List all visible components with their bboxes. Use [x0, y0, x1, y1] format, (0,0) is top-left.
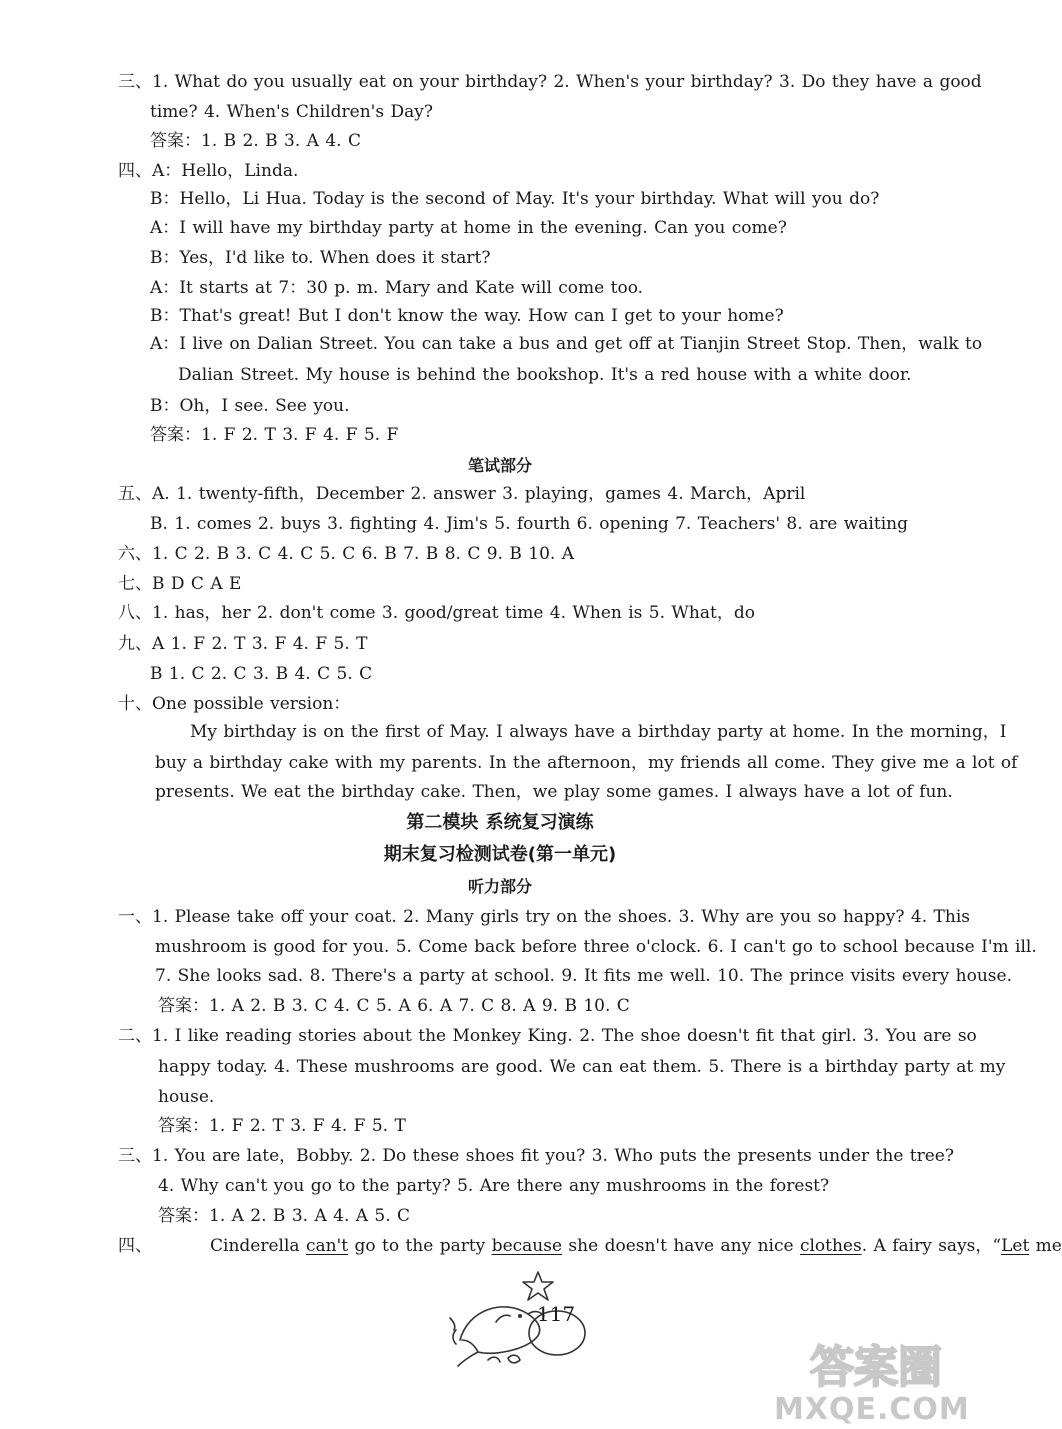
text-line: 十、One possible version：	[118, 694, 351, 714]
test-title: 期末复习检测试卷(第一单元)	[383, 844, 617, 865]
text-line: happy today. 4. These mushrooms are good. We can eat them. 5. There is a birthday party at my	[158, 1057, 1006, 1077]
answer-line: 答案：1. F 2. T 3. F 4. F 5. F	[150, 425, 399, 445]
dialogue-line: Dalian Street. My house is behind the bookshop. It's a red house with a white door.	[178, 365, 912, 385]
cloze-text: . A fairy says，“	[861, 1236, 1002, 1256]
cloze-text: she doesn't have any nice	[562, 1236, 800, 1256]
text-line: 4. Why can't you go to the party? 5. Are there any mushrooms in the forest?	[158, 1176, 830, 1196]
svg-text:答案圈: 答案圈	[810, 1342, 942, 1393]
answer-line: 答案：1. A 2. B 3. A 4. A 5. C	[158, 1206, 411, 1226]
answer-line: 答案：1. B 2. B 3. A 4. C	[150, 131, 361, 151]
section-heading-listening: 听力部分	[467, 877, 532, 896]
module-title: 第二模块 系统复习演练	[406, 812, 594, 833]
text-line: 七、B D C A E	[118, 574, 242, 594]
eye-icon	[518, 1314, 522, 1318]
underlined-word: because	[491, 1236, 563, 1256]
watermark-url: MXQE.COM	[774, 1392, 970, 1427]
dialogue-line: B：That's great! But I don't know the way. How can I get to your home?	[150, 306, 784, 326]
cloze-line	[118, 1234, 1062, 1258]
text-line: 八、1. has，her 2. don't come 3. good/great time 4. When is 5. What，do	[118, 603, 755, 623]
cloze-text: me	[1029, 1236, 1062, 1256]
text-line: 六、1. C 2. B 3. C 4. C 5. C 6. B 7. B 8. C 9. B 10. A	[118, 544, 574, 564]
section-heading-written: 笔试部分	[467, 456, 532, 475]
text-line: B 1. C 2. C 3. B 4. C 5. C	[150, 664, 373, 684]
dialogue-line: B：Oh，I see. See you.	[150, 396, 350, 416]
text-line: 7. She looks sad. 8. There's a party at school. 9. It fits me well. 10. The prince visits every house.	[155, 966, 1012, 986]
cloze-text: go to the party	[348, 1236, 492, 1256]
text-line: time? 4. When's Children's Day?	[150, 102, 433, 122]
section-marker: 四、	[118, 1236, 152, 1256]
text-line: 四、A：Hello，Linda.	[118, 161, 299, 181]
answer-line: 答案：1. A 2. B 3. C 4. C 5. A 6. A 7. C 8. A 9. B 10. C	[158, 996, 630, 1016]
cloze-text: Cinderella	[210, 1236, 306, 1256]
text-line: 三、1. You are late，Bobby. 2. Do these shoes fit you? 3. Who puts the presents under the tree?	[118, 1146, 954, 1166]
dialogue-line: A：I live on Dalian Street. You can take a bus and get off at Tianjin Street Stop. Then，walk to	[150, 334, 983, 354]
text-line: house.	[158, 1087, 215, 1107]
page-number: 117	[536, 1302, 576, 1326]
text-line: mushroom is good for you. 5. Come back before three o'clock. 6. I can't go to school because I'm ill.	[155, 937, 1037, 957]
dialogue-line: B：Yes，I'd like to. When does it start?	[150, 248, 491, 268]
underlined-word: Let	[1001, 1236, 1030, 1256]
text-line: 二、1. I like reading stories about the Monkey King. 2. The shoe doesn't fit that girl. 3. You are so	[118, 1026, 977, 1046]
answer-line: 答案：1. F 2. T 3. F 4. F 5. T	[158, 1116, 406, 1136]
star-icon	[523, 1272, 553, 1300]
essay-line: buy a birthday cake with my parents. In the afternoon，my friends all come. They give me a lot of	[155, 753, 1018, 773]
text-line: 三、1. What do you usually eat on your birthday? 2. When's your birthday? 3. Do they have a good	[118, 72, 982, 92]
text-line: 五、A. 1. twenty-fifth，December 2. answer 3. playing，games 4. March，April	[118, 484, 806, 504]
dialogue-line: A：I will have my birthday party at home in the evening. Can you come?	[150, 218, 787, 238]
dialogue-line: B：Hello，Li Hua. Today is the second of May. It's your birthday. What will you do?	[150, 189, 880, 209]
dialogue-line: A：It starts at 7：30 p. m. Mary and Kate will come too.	[150, 278, 644, 298]
underlined-word: clothes	[799, 1236, 862, 1256]
essay-line: presents. We eat the birthday cake. Then，we play some games. I always have a lot of fun.	[155, 782, 953, 802]
text-line: 一、1. Please take off your coat. 2. Many girls try on the shoes. 3. Why are you so happy? 4. This	[118, 907, 970, 927]
underlined-word: can't	[305, 1236, 349, 1256]
essay-line: My birthday is on the first of May. I always have a birthday party at home. In the morning，I	[190, 722, 1007, 742]
text-line: B. 1. comes 2. buys 3. fighting 4. Jim's 5. fourth 6. opening 7. Teachers' 8. are waiting	[150, 514, 908, 534]
text-line: 九、A 1. F 2. T 3. F 4. F 5. T	[118, 634, 368, 654]
